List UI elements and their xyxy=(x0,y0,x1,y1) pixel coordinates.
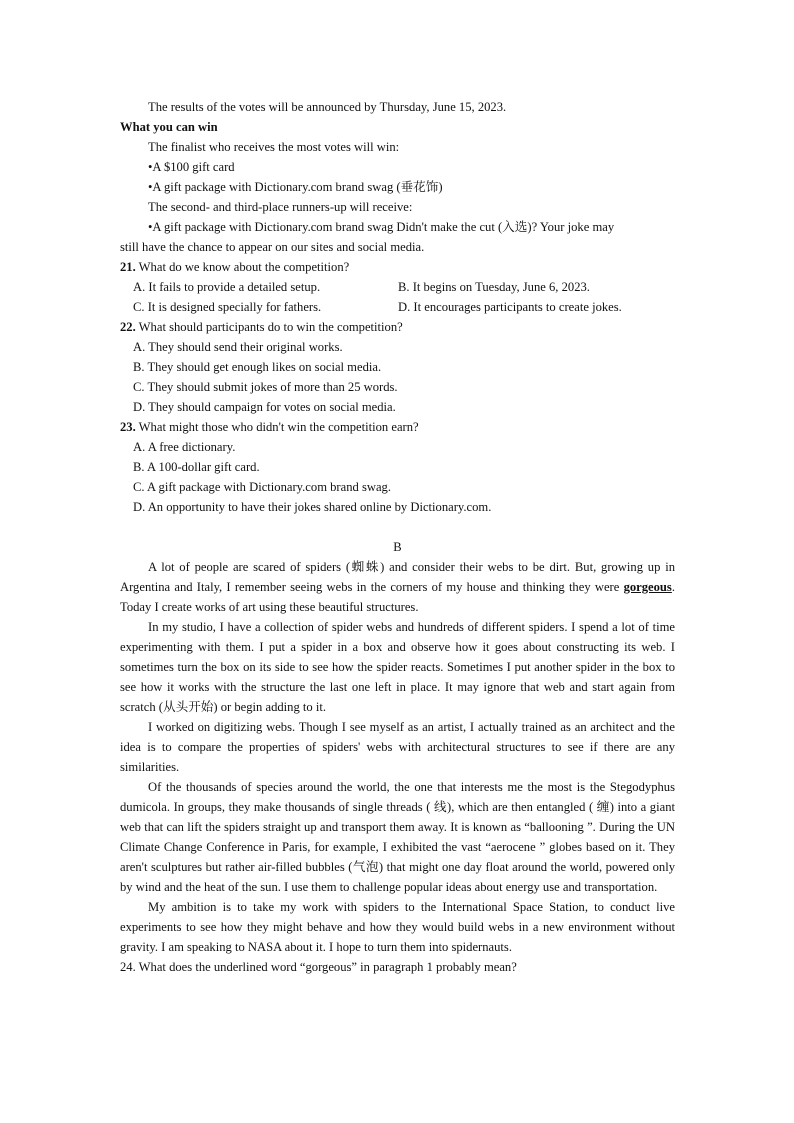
passage-paragraph-5: My ambition is to take my work with spiders to the International Space Station, to conduct live experiments to see how they might behave and how they would build webs in a new environment without gravity. I am speaking to NASA about it. I hope to turn them into spidernauts. xyxy=(120,900,675,954)
question-21 xyxy=(120,257,675,277)
options-row xyxy=(120,297,675,317)
underlined-word: gorgeous xyxy=(623,580,672,594)
option-c: C. A gift package with Dictionary.com brand swag. xyxy=(133,480,391,494)
option-b: B. They should get enough likes on social media. xyxy=(133,360,382,374)
question-number: 22. xyxy=(120,320,136,334)
option-b: B. It begins on Tuesday, June 6, 2023. xyxy=(398,280,590,294)
prize-item: •A gift package with Dictionary.com brand swag (垂花饰) xyxy=(148,180,443,194)
passage-paragraph-1: A lot of people are scared of spiders (蜘蛛) and consider their webs to be dirt. But, growing up in Argentina and Italy, I remember seeing webs in the corners of my house and thinking they were gorgeous. Today I create works of art using these beautiful structures. xyxy=(120,560,675,614)
document-page xyxy=(120,97,675,977)
section-label: B xyxy=(393,540,402,554)
options-row xyxy=(120,277,675,297)
question-stem: What should participants do to win the competition? xyxy=(135,320,403,334)
option-d: D. They should campaign for votes on social media. xyxy=(133,400,396,414)
section-heading: What you can win xyxy=(120,120,218,134)
option-a: A. They should send their original works. xyxy=(133,340,343,354)
passage-paragraph-3: I worked on digitizing webs. Though I see myself as an artist, I actually trained as an architect and the idea is to compare the properties of spiders' webs with architectural structures to see if there are any similarities. xyxy=(120,720,675,774)
option-c: C. It is designed specially for fathers. xyxy=(133,300,322,314)
prize-continuation: still have the chance to appear on our sites and social media. xyxy=(120,240,425,254)
question-22 xyxy=(120,317,675,337)
passage-paragraph-4: Of the thousands of species around the world, the one that interests me the most is the Stegodyphus dumicola. In groups, they make thousands of single threads ( 线), which are then entangled ( 缠) into a giant web that can lift the spiders straight up and transport them away. It is known as “ballooning ”. During the UN Climate Change Conference in Paris, for example, I exhibited the vast “aerocene ” globes based on it. They aren't sculptures but rather air-filled bubbles (气泡) that might one day float around the world, powered only by wind and the heat of the sun. I use them to challenge popular ideas about energy use and transportation. xyxy=(120,780,675,894)
option-a: A. A free dictionary. xyxy=(133,440,236,454)
question-24: 24. What does the underlined word “gorgeous” in paragraph 1 probably mean? xyxy=(120,960,517,974)
question-23 xyxy=(120,417,675,437)
results-line: The results of the votes will be announced by Thursday, June 15, 2023. xyxy=(148,100,507,114)
question-stem: What do we know about the competition? xyxy=(135,260,350,274)
prize-item: •A gift package with Dictionary.com brand swag Didn't make the cut (入选)? Your joke may xyxy=(148,220,615,234)
question-number: 21. xyxy=(120,260,136,274)
question-stem: What might those who didn't win the competition earn? xyxy=(135,420,419,434)
prize-item: •A $100 gift card xyxy=(148,160,235,174)
option-d: D. An opportunity to have their jokes shared online by Dictionary.com. xyxy=(133,500,492,514)
option-a: A. It fails to provide a detailed setup. xyxy=(133,280,321,294)
runners-up-line: The second- and third-place runners-up will receive: xyxy=(148,200,413,214)
passage-paragraph-2: In my studio, I have a collection of spider webs and hundreds of different spiders. I spend a lot of time experimenting with them. I put a spider in a box and observe how it goes about constructing its web. I sometimes turn the box on its side to see how the spider reacts. Sometimes I put another spider in the box to see how it works with the structure the last one left in place. It may ignore that web and start again from scratch (从头开始) or begin adding to it. xyxy=(120,620,675,714)
option-d: D. It encourages participants to create jokes. xyxy=(398,300,622,314)
question-number: 23. xyxy=(120,420,136,434)
finalist-line: The finalist who receives the most votes will win: xyxy=(148,140,400,154)
option-b: B. A 100-dollar gift card. xyxy=(133,460,260,474)
option-c: C. They should submit jokes of more than 25 words. xyxy=(133,380,398,394)
